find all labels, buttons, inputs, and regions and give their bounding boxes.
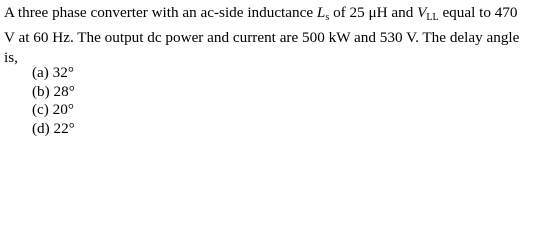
question-text-part-1: A three phase converter with an ac-side inductance [4, 4, 317, 21]
voltage-symbol: V [417, 4, 427, 21]
question-line-2: V at 60 Hz. The output dc power and current are 500 kW and 530 V. The delay angle [4, 29, 520, 46]
option-value: 22° [53, 119, 75, 137]
option-label: (d) [32, 119, 50, 137]
inductance-subscript: s [325, 12, 330, 23]
voltage-subscript: LL [426, 12, 439, 23]
option-value: 28° [53, 82, 75, 100]
option-value: 32° [52, 64, 74, 81]
answer-options [32, 64, 75, 138]
question-text-part-2: of 25 μH and [329, 4, 418, 21]
question-line-3: is, [4, 49, 18, 66]
option-c[interactable] [32, 101, 75, 120]
inductance-symbol: L [316, 4, 326, 21]
option-b[interactable] [32, 83, 75, 102]
option-a[interactable] [32, 64, 75, 83]
option-value: 20° [52, 101, 74, 119]
option-label: (a) [32, 64, 49, 81]
option-label: (b) [32, 82, 50, 100]
option-label: (c) [32, 101, 49, 119]
question-line-1 [4, 3, 536, 28]
question-text-part-3: equal to 470 [438, 4, 518, 21]
question-text [4, 3, 536, 68]
option-d[interactable] [32, 120, 75, 139]
